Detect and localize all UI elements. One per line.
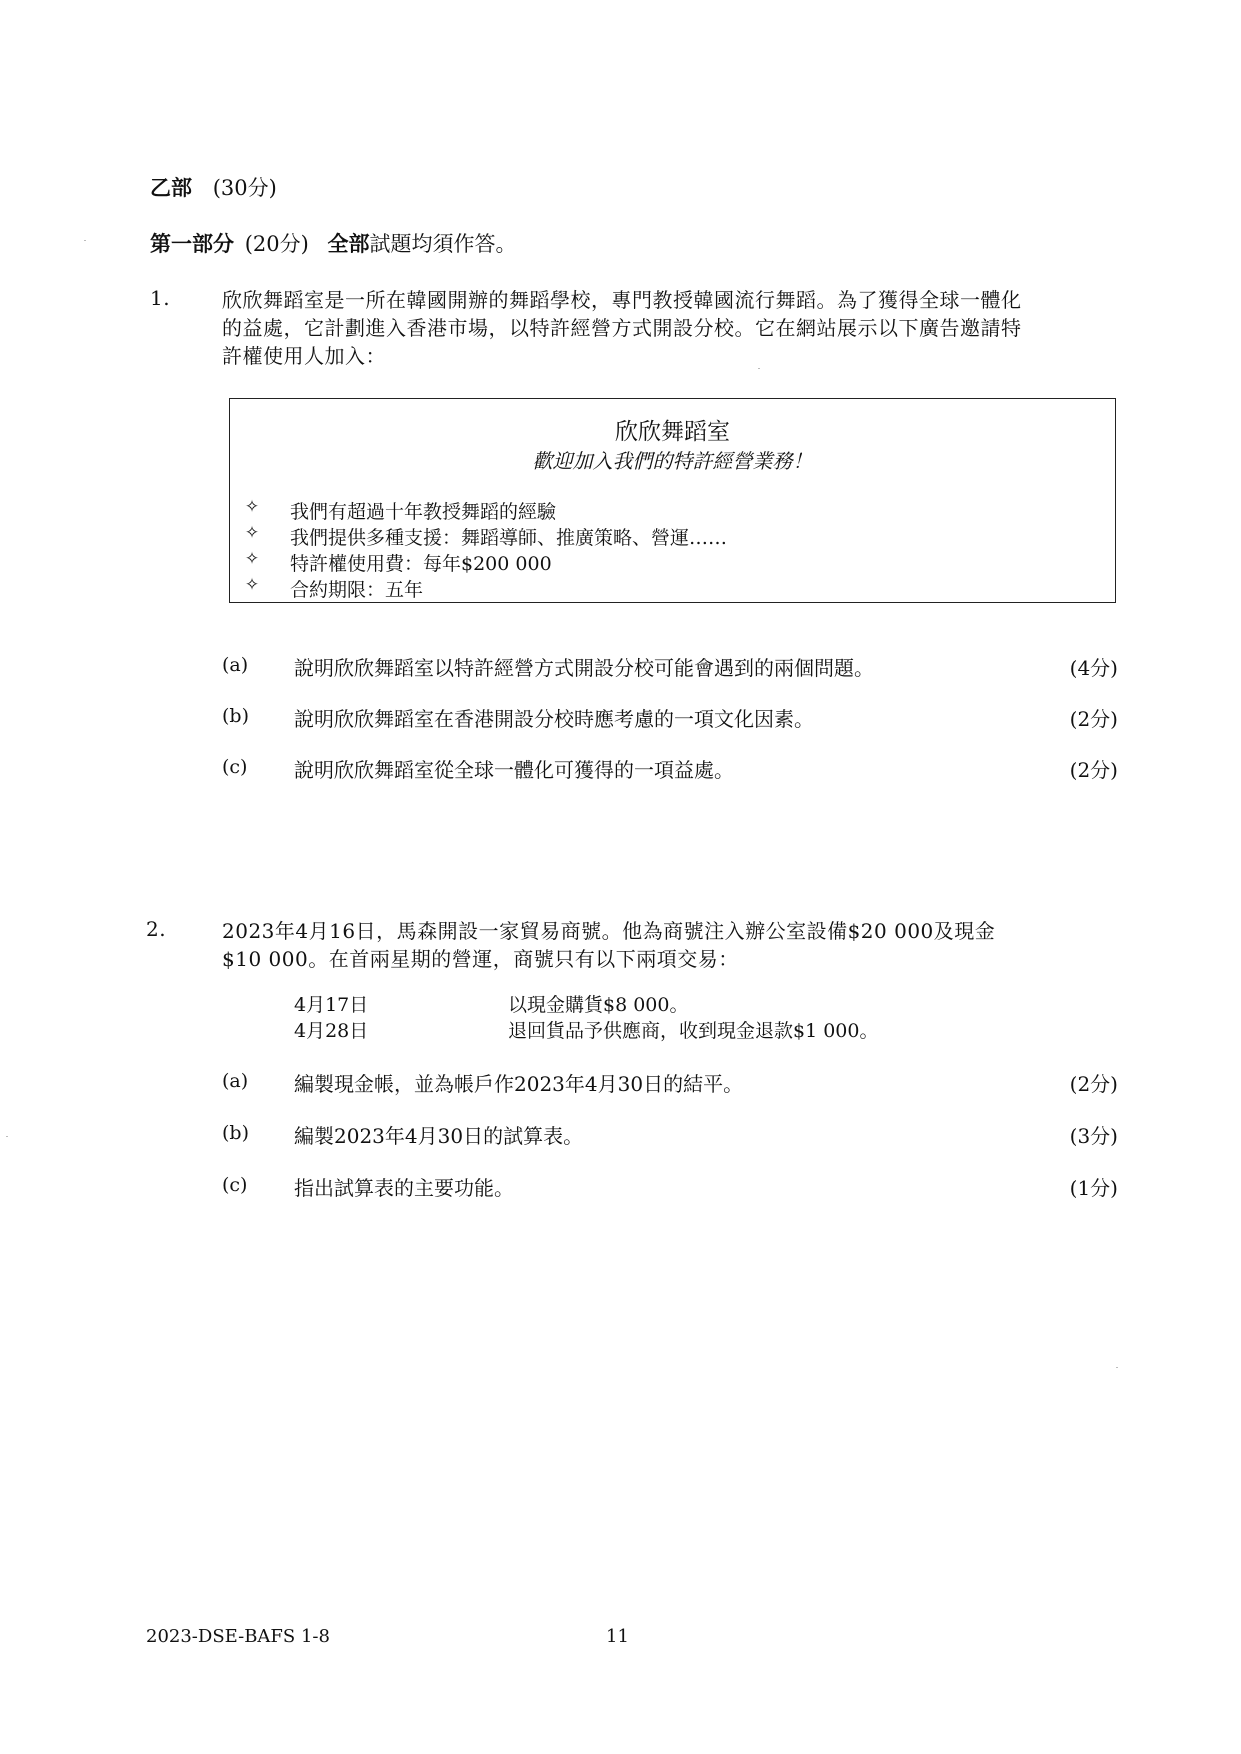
transaction-description: 以現金購貨$8 000。 [508,994,689,1016]
q1a-label: (a) [222,654,249,676]
q2c-marks: (1分) [1069,1176,1118,1200]
q1-text-line-3: 許權使用人加入： [222,344,386,368]
q2c-text: 指出試算表的主要功能。 [294,1176,514,1200]
part-instruction-rest: 試題均須作答。 [369,232,517,256]
bullet-star-icon: ✧ [244,523,260,543]
q2b-marks: (3分) [1069,1124,1118,1148]
q1b-text: 說明欣欣舞蹈室在香港開設分校時應考慮的一項文化因素。 [294,707,814,731]
ad-item-text: 合約期限：五年 [290,579,424,601]
part-title: 第一部分 [150,231,234,256]
section-title: 乙部 [150,175,192,200]
part-header [150,228,516,258]
part-marks: (20分) [244,232,309,256]
q2b-label: (b) [222,1122,249,1144]
transaction-date: 4月28日 [294,1020,369,1042]
q2c-label: (c) [222,1174,248,1196]
bullet-star-icon: ✧ [244,575,260,595]
q1c-text: 說明欣欣舞蹈室從全球一體化可獲得的一項益處。 [294,758,734,782]
q1c-marks: (2分) [1069,758,1118,782]
q1-text-line-1: 欣欣舞蹈室是一所在韓國開辦的舞蹈學校，專門教授韓國流行舞蹈。為了獲得全球一體化 [222,288,1022,312]
q1b-marks: (2分) [1069,707,1118,731]
q1-number: 1. [150,286,171,310]
part-instruction-bold: 全部 [327,231,370,256]
transaction-date: 4月17日 [294,994,369,1016]
franchise-ad-box [229,398,1116,603]
ad-title: 欣欣舞蹈室 [615,419,730,445]
ad-item-text: 我們提供多種支援：舞蹈導師、推廣策略、營運…… [290,527,728,549]
q2-text-line-2: $10 000。在首兩星期的營運，商號只有以下兩項交易： [222,947,739,971]
q1-text-line-2: 的益處，它計劃進入香港市場，以特許經營方式開設分校。它在網站展示以下廣告邀請特 [222,316,1022,340]
scan-speck [6,1136,8,1137]
ad-item-text: 我們有超過十年教授舞蹈的經驗 [290,501,557,523]
q1b-label: (b) [222,705,249,727]
section-marks: (30分) [212,176,277,200]
q2-text-line-1: 2023年4月16日，馬森開設一家貿易商號。他為商號注入辦公室設備$20 000及現金 [222,919,996,943]
bullet-star-icon: ✧ [244,497,260,517]
section-header [150,172,277,202]
scan-speck [84,240,86,241]
q2a-label: (a) [222,1070,249,1092]
q1c-label: (c) [222,756,248,778]
bullet-star-icon: ✧ [244,549,260,569]
q2a-text: 編製現金帳，並為帳戶作2023年4月30日的結平。 [294,1072,744,1096]
scan-speck [758,368,760,369]
q1a-marks: (4分) [1069,656,1118,680]
q2-number: 2. [146,917,167,941]
ad-subtitle: 歡迎加入我們的特許經營業務！ [532,449,813,473]
q2a-marks: (2分) [1069,1072,1118,1096]
q1a-text: 說明欣欣舞蹈室以特許經營方式開設分校可能會遇到的兩個問題。 [294,656,874,680]
scan-speck [1116,1367,1118,1368]
footer-code: 2023-DSE-BAFS 1-8 [146,1626,330,1647]
transaction-description: 退回貨品予供應商，收到現金退款$1 000。 [508,1020,879,1042]
q2b-text: 編製2023年4月30日的試算表。 [294,1124,584,1148]
ad-item-text: 特許權使用費：每年$200 000 [290,553,552,575]
footer-page-number: 11 [606,1626,629,1647]
